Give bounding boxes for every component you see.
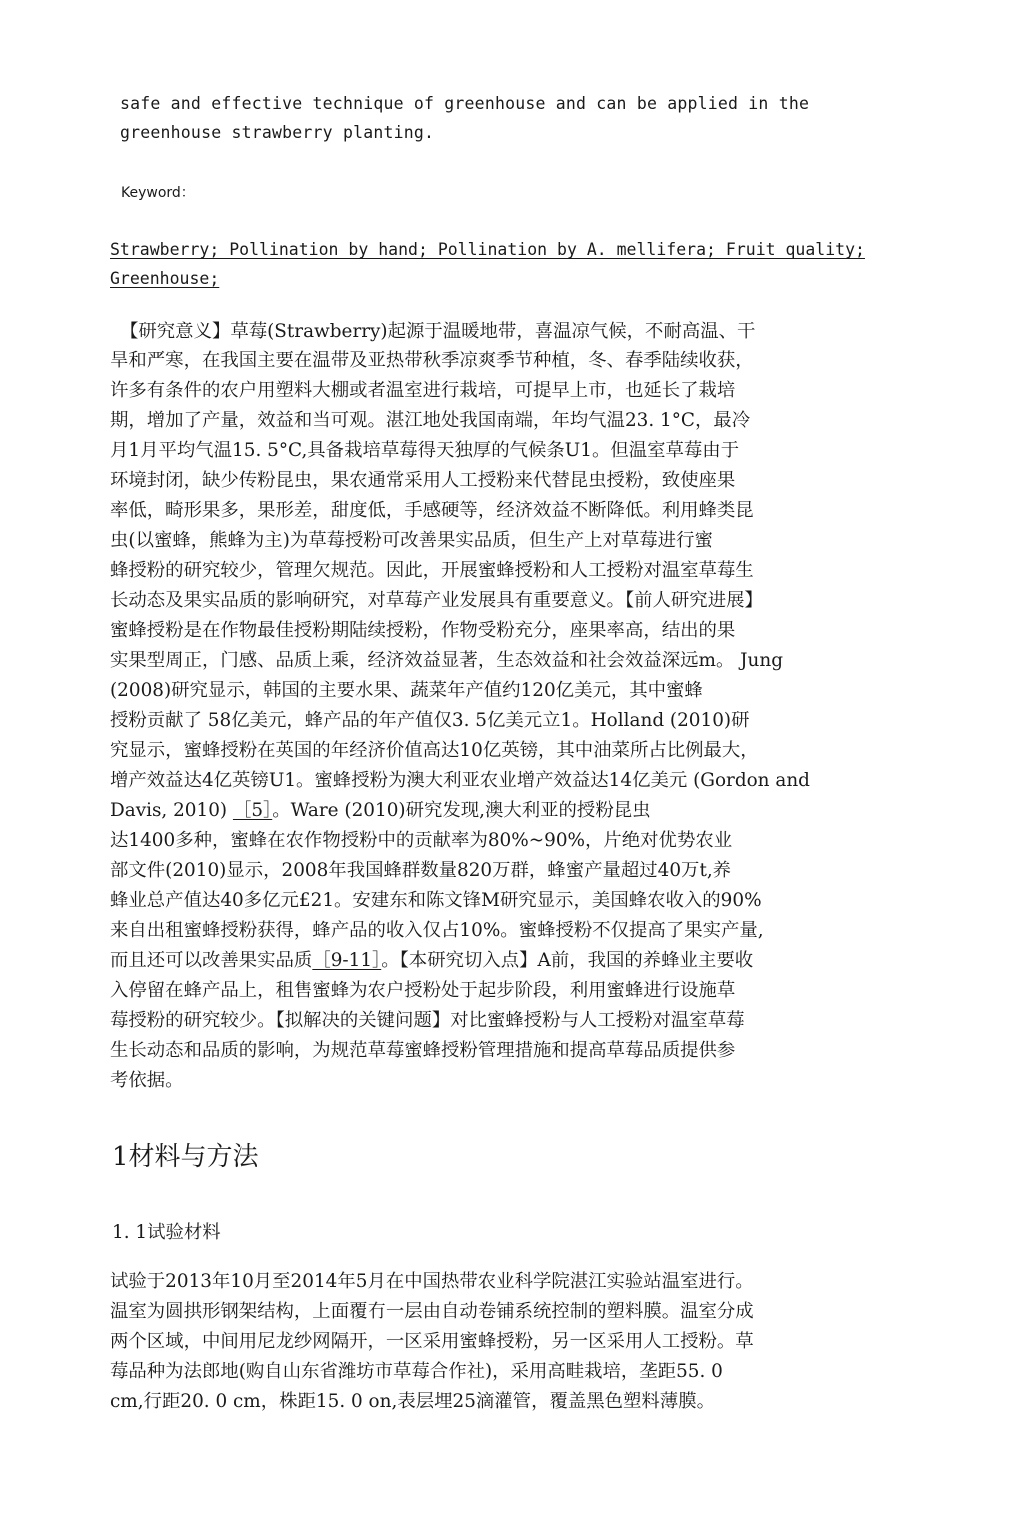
paragraph-line: 考依据。 [110, 1070, 184, 1091]
paragraph-line: 部文件(2010)显示，2008年我国蜂群数量820万群，蜂蜜产量超过40万t,养 [110, 860, 732, 881]
paragraph-line: 莓品种为法郎地(购自山东省潍坊市草莓合作社)，采用高畦栽培，垄距55. 0 [110, 1361, 723, 1382]
paragraph-line: 授粉贡献了 58亿美元，蜂产品的年产值仅3. 5亿美元立1。Holland (2010)研 [110, 710, 750, 731]
section-heading: 1材料与方法 [112, 1142, 259, 1172]
paragraph-line: 旱和严寒，在我国主要在温带及亚热带秋季凉爽季节种植，冬、春季陆续收获， [110, 350, 754, 371]
paragraph-line: 蜂业总产值达40多亿元£21。安建东和陈文锋M研究显示，美国蜂农收入的90% [110, 890, 762, 911]
keyword-label: Keyword： [121, 185, 195, 201]
subsection-heading: 1. 1试验材料 [112, 1222, 221, 1243]
paragraph-line [110, 802, 651, 820]
citation-link[interactable]: ［9-11］ [312, 950, 382, 971]
abstract-line: safe and effective technique of greenhouse and can be applied in the [120, 94, 810, 113]
paragraph-line: (2008)研究显示，韩国的主要水果、蔬菜年产值约120亿美元，其中蜜蜂 [110, 680, 703, 701]
line-text: 。Ware (2010)研究发现,澳大利亚的授粉昆虫 [272, 800, 651, 821]
paragraph-line: 许多有条件的农户用塑料大棚或者温室进行栽培，可提早上市，也延长了栽培 [110, 380, 736, 401]
line-text: 而且还可以改善果实品质 [110, 950, 313, 971]
paragraph-line: 【研究意义】草莓(Strawberry)起源于温暖地带，喜温凉气候，不耐高温、干 [120, 321, 756, 342]
paragraph-line: 莓授粉的研究较少。【拟解决的关键问题】对比蜜蜂授粉与人工授粉对温室草莓 [110, 1010, 745, 1031]
paragraph-line: 来自出租蜜蜂授粉获得，蜂产品的收入仅占10%。蜜蜂授粉不仅提高了果实产量, [110, 920, 764, 941]
paragraph-line: 蜜蜂授粉是在作物最佳授粉期陆续授粉，作物受粉充分，座果率高，结出的果 [110, 620, 736, 641]
paragraph-line: 蜂授粉的研究较少，管理欠规范。因此，开展蜜蜂授粉和人工授粉对温室草莓生 [110, 560, 754, 581]
paragraph-line: 入停留在蜂产品上，租售蜜蜂为农户授粉处于起步阶段，利用蜜蜂进行设施草 [110, 980, 736, 1001]
paragraph-line: 温室为圆拱形钢架结构，上面覆冇一层由自动卷铺系统控制的塑料膜。温室分成 [110, 1301, 754, 1322]
paragraph-line: 虫(以蜜蜂，熊蜂为主)为草莓授粉可改善果实品质，但生产上对草莓进行蜜 [110, 530, 713, 551]
abstract-line: greenhouse strawberry planting. [120, 123, 435, 142]
paragraph-line: 试验于2013年10月至2014年5月在中国热带农业科学院湛江实验站温室进行。 [110, 1271, 754, 1292]
paragraph-line: cm,行距20. 0 cm，株距15. 0 on,表层埋25滴灌管，覆盖黑色塑料薄膜。 [110, 1391, 715, 1412]
keywords-line[interactable]: Strawberry; Pollination by hand; Pollination by A. mellifera; Fruit quality; [110, 240, 865, 259]
line-text: 。【本研究切入点】A前，我国的养蜂业主要收 [381, 950, 754, 971]
paragraph-line: 增产效益达4亿英镑U1。蜜蜂授粉为澳大利亚农业增产效益达14亿美元 (Gordon and [110, 770, 810, 791]
paragraph-line: 达1400多种，蜜蜂在农作物授粉中的贡献率为80%~90%，片绝对优势农业 [110, 830, 733, 851]
paragraph-line: 生长动态和品质的影响，为规范草莓蜜蜂授粉管理措施和提高草莓品质提供参 [110, 1040, 736, 1061]
paragraph-line: 月1月平均气温15. 5°C,具备栽培草莓得天独厚的气候条U1。但温室草莓由于 [110, 440, 740, 461]
paragraph-line: 究显示，蜜蜂授粉在英国的年经济价值高达10亿英镑，其中油菜所占比例最大， [110, 740, 759, 761]
line-text: Davis, 2010) [110, 800, 233, 821]
paragraph-line: 率低，畸形果多，果形差，甜度低，手感硬等，经济效益不断降低。利用蜂类昆 [110, 500, 754, 521]
paragraph-line: 实果型周正，门感、品质上乘，经济效益显著，生态效益和社会效益深远m。 Jung [110, 650, 784, 671]
paragraph-line: 环境封闭，缺少传粉昆虫，果农通常采用人工授粉来代替昆虫授粉，致使座果 [110, 470, 736, 491]
paragraph-line: 期，增加了产量，效益和当可观。湛江地处我国南端，年均气温23. 1°C，最冷 [110, 410, 751, 431]
paragraph-line: 长动态及果实品质的影响研究，对草莓产业发展具有重要意义。【前人研究进展】 [110, 590, 763, 611]
paragraph-line [110, 952, 753, 970]
keywords-line[interactable]: Greenhouse; [110, 269, 220, 288]
paragraph-line: 两个区域，中间用尼龙纱网隔开，一区采用蜜蜂授粉，另一区采用人工授粉。草 [110, 1331, 754, 1352]
citation-link[interactable]: ［5］ [232, 800, 273, 821]
